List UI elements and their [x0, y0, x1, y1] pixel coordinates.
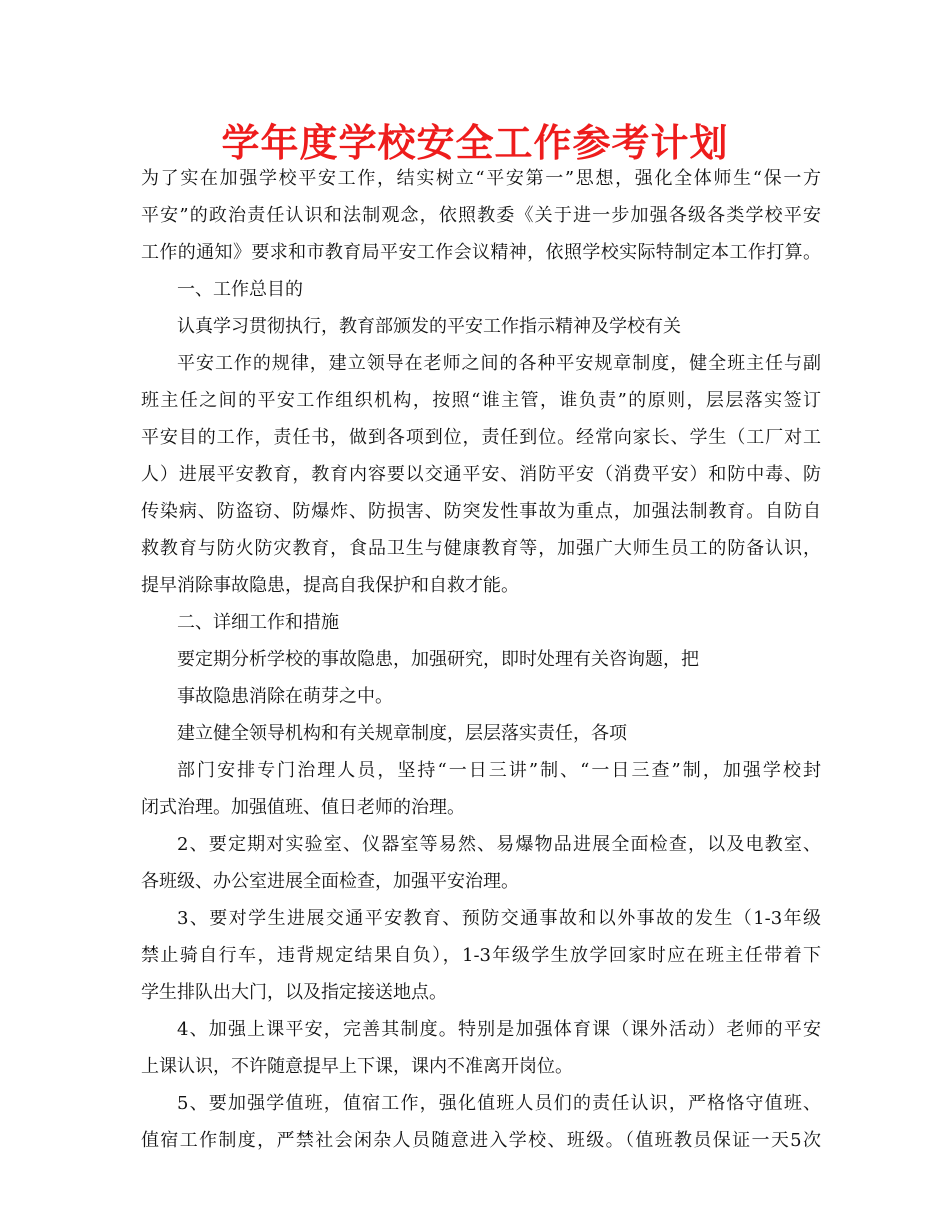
- text-line: 各班级、办公室进展全面检查，加强平安治理。: [141, 871, 519, 892]
- text-line: 提早消除事故隐患，提高自我保护和自救才能。: [141, 575, 519, 596]
- text-line: 2、要定期对实验室、仪器室等易然、易爆物品进展全面检查，以及电教室、: [177, 834, 821, 855]
- text-line: 闭式治理。加强值班、值日老师的治理。: [141, 797, 465, 818]
- text-line: 救教育与防火防灾教育，食品卫生与健康教育等，加强广大师生员工的防备认识，: [141, 538, 821, 559]
- text-line: 工作的通知》要求和市教育局平安工作会议精神，依照学校实际特制定本工作打算。: [141, 242, 821, 263]
- section-heading: 二、详细工作和措施: [177, 612, 339, 633]
- text-line: 平安工作的规律，建立领导在老师之间的各种平安规章制度，健全班主任与副: [177, 353, 821, 374]
- text-line: 平安”的政治责任认识和法制观念，依照教委《关于进一步加强各级各类学校平安: [141, 205, 821, 226]
- document-title: 学年度学校安全工作参考计划: [221, 121, 729, 165]
- text-line: 传染病、防盗窃、防爆炸、防损害、防突发性事故为重点，加强法制教育。自防自: [141, 501, 821, 522]
- text-line: 部门安排专门治理人员，坚持“一日三讲”制、“一日三查”制，加强学校封: [177, 760, 821, 781]
- text-line: 学生排队出大门，以及指定接送地点。: [141, 982, 447, 1003]
- text-line: 上课认识，不许随意提早上下课，课内不准离开岗位。: [141, 1056, 573, 1077]
- text-line: 为了实在加强学校平安工作，结实树立“平安第一”思想，强化全体师生“保一方: [141, 168, 821, 189]
- text-line: 事故隐患消除在萌芽之中。: [177, 686, 393, 707]
- document-body: [141, 160, 821, 1159]
- text-line: 认真学习贯彻执行，教育部颁发的平安工作指示精神及学校有关: [177, 316, 681, 337]
- text-line: 人）进展平安教育，教育内容要以交通平安、消防平安（消费平安）和防中毒、防: [141, 464, 821, 485]
- text-line: 平安目的工作，责任书，做到各项到位，责任到位。经常向家长、学生（工厂对工: [141, 427, 821, 448]
- text-line: 要定期分析学校的事故隐患，加强研究，即时处理有关咨询题，把: [177, 649, 699, 670]
- text-line: 5、要加强学值班，值宿工作，强化值班人员们的责任认识，严格恪守值班、: [177, 1093, 821, 1114]
- text-line: 禁止骑自行车，违背规定结果自负），1-3年级学生放学回家时应在班主任带着下: [141, 945, 821, 966]
- text-line: 建立健全领导机构和有关规章制度，层层落实责任，各项: [177, 723, 627, 744]
- text-line: 值宿工作制度，严禁社会闲杂人员随意进入学校、班级。（值班教员保证一天5次: [141, 1130, 821, 1151]
- section-heading: 一、工作总目的: [177, 279, 303, 300]
- text-line: 4、加强上课平安，完善其制度。特别是加强体育课（课外活动）老师的平安: [177, 1019, 821, 1040]
- text-line: 3、要对学生进展交通平安教育、预防交通事故和以外事故的发生（1-3年级: [177, 908, 821, 929]
- text-line: 班主任之间的平安工作组织机构，按照“谁主管，谁负责”的原则，层层落实签订: [141, 390, 821, 411]
